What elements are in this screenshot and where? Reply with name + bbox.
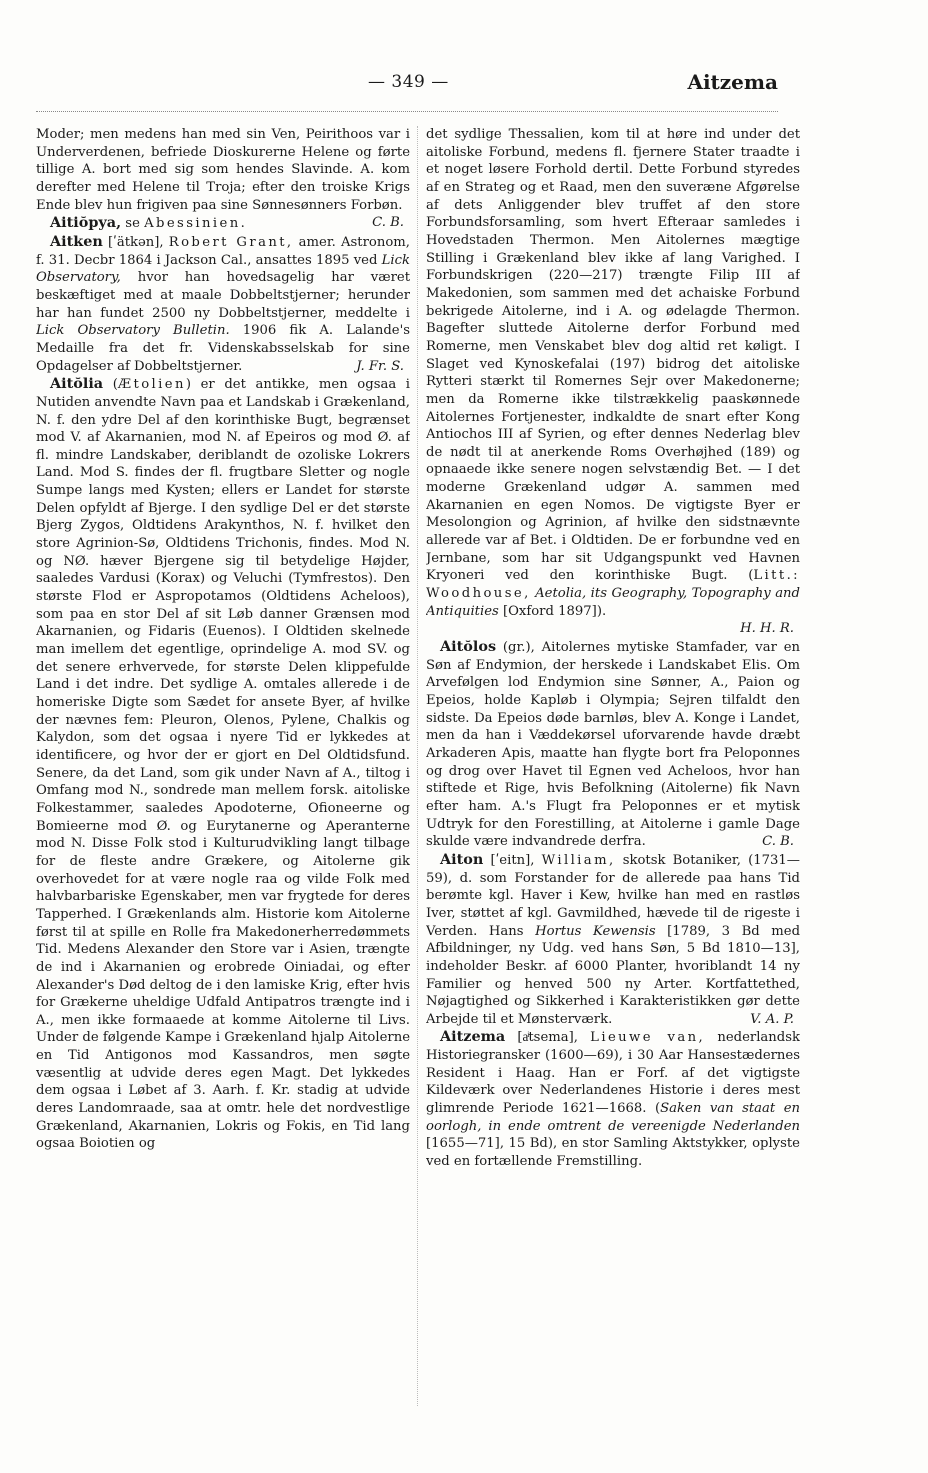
headword: Aitŏlos [440,638,497,656]
column-divider [417,126,418,1406]
entry-aitolia-continuation: det sydlige Thessalien, kom til at høre ind under det aitoliske Forbund, medens fl. fjernere Stater traadte i et noget løsere Forhold dertil. Dette Forbund styredes af en Strateg og et Raad, men den suveræne Afgørelse af dets Anliggender blev truffet af den store Forbundsforsamling, som hvert Efteraar samledes i Hovedstaden Thermon. Men Aitolernes mægtige Stilling i Grækenland blev ikke af lang Varighed. I Forbundskrigen (220—217) trængte Filip III af Makedonien, som sammen med det achaiske Forbund bekrigede Aitolerne, ind i A. og ødelagde Thermon. Bagefter sluttede Aitolerne derfor Forbund med Romerne, men Venskabet blev dog altid ret køligt. I Slaget ved Kynoskefalai (197) bidrog det aitoliske Rytteri stærkt til Romernes Sejr over Makedonerne; men da Romerne ikke tilstrækkelig paaskønnede Aitolernes Fortjenester, indkaldte de snart efter Kong Antiochos III af Syrien, og efter dennes Nederlag blev de nødt til at anerkende Roms Overhøjhed (189) og opnaaede ikke senere nogen selvstændig Bet. — I det moderne Grækenland udgør A. sammen med Akarnanien en egen Nomos. De vigtigste Byer er Mesolongion og Agrinion, af hvilke den sidstnævnte allerede var af Bet. i Oldtiden. De er forbundne ved en Jernbane, som har sit Udgangspunkt ved Havnen Kryoneri ved den korinthiske Bugt. (Litt.: Woodhouse, Aetolia, its Geography, Topography and Antiquities [Oxford 1897]). H. H. R. [426,127,800,637]
signature: J. Fr. S. [356,358,404,374]
headword: Aitzema [440,1028,506,1046]
headword: Aitiŏpya, [50,214,122,232]
entry-aitolos-prev-continuation: Moder; men medens han med sin Ven, Peirithoos var i Underverdenen, befriede Dioskurerne Helene og førte tillige A. bort med sig som hendes Slavinde. A. kom derefter med Helene til Troja; efter den troiske Krigs Ende blev hun frigiven paa sine Sønnesønners Forbøn. C. B. [36,127,410,231]
headword: Aitŏlia [50,375,104,393]
entry-aiton: Aiton [ʹeitn], William, skotsk Botaniker, (1731—59), d. som Forstander for de allerede paa hans Tid berømte kgl. Haver i Kew, hvilke han med en rastløs Iver, støttet af kgl. Gavmildhed, hævede til de rigeste i Verden. Hans Hortus Kewensis [1789, 3 Bd med Afbildninger, ny Udg. ved hans Søn, 5 Bd 1810—13], indeholder Beskr. af 6000 Planter, hvoriblandt 14 ny Familier og henved 500 ny Arter. Kortfattethed, Nøjagtighed og Sikkerhed i Karakteristikken gør dette Arbejde til et Mønsterværk. V. A. P. [426,850,800,1027]
headword: Aiton [440,850,484,868]
left-column [36,126,410,1376]
entry-aitken: Aitken [ʹätkən], Robert Grant, amer. Astronom, f. 31. Decbr 1864 i Jackson Cal., ansattes 1895 ved Lick Observatory, hvor han hovedsagelig har været beskæftiget med at maale Dobbeltstjerner; herunder har han fundet 2500 ny Dobbeltstjerner, meddelte i Lick Observatory Bulletin. 1906 fik A. Lalande's Medaille fra det fr. Videnskabsselskab for sine Opdagelser af Dobbeltstjerner. J. Fr. S. [36,232,410,374]
right-column [426,126,800,1376]
entry-aitiopya: Aitiŏpya, se Abessinien. [50,214,248,232]
headword: Aitken [50,232,103,250]
page-header [36,70,778,100]
signature: C. B. [372,215,404,231]
entry-aitzema: Aitzema [aͥtsema], Lieuwe van, nederlandsk Historiegransker (1600—69), i 30 Aar Hansestædernes Resident i Haag. Han er Forf. af det vigtigste Kildeværk over Nederlandenes Historie i deres mest glimrende Periode 1621—1668. (Saken van staat en oorlogh, in ende omtrent de vereenigde Nederlanden [1655—71], 15 Bd), en stor Samling Aktstykker, oplyste ved en fortællende Fremstilling. [426,1028,800,1170]
header-rule [36,111,778,112]
signature: H. H. R. [740,621,794,637]
entry-aitolos: Aitŏlos (gr.), Aitolernes mytiske Stamfader, var en Søn af Endymion, der herskede i Landskabet Elis. Om Arvefølgen lod Endymion sine Sønner, A., Paion og Epeios, holde Kapløb i Olympia; Sejren tilfaldt den sidste. Da Epeios døde barnløs, blev A. Konge i Landet, men da han i Væddekørsel uforvarende havde dræbt Arkaderen Apis, maatte han flygte bort fra Peloponnes og drog over Havet til Egnen ved Acheloos, hvor han stiftede et Rige, hvis Befolkning (Aitolerne) fik Navn efter ham. A.'s Flugt fra Peloponnes er et mytisk Udtryk for den Forestilling, at Aitolerne i gamle Dage skulde være indvandrede derfra. C. B. [426,638,800,850]
page-number: — 349 — [368,72,449,92]
signature: C. B. [762,834,794,850]
entry-aitolia: Aitŏlia (Ætolien) er det antikke, men ogsaa i Nutiden anvendte Navn paa et Landskab i Grækenland, N. f. den ydre Del af den korinthiske Bugt, begrænset mod V. af Akarnanien, mod N. af Epeiros og mod Ø. af fl. mindre Landskaber, deriblandt de ozoliske Lokrers Land. Mod S. findes der fl. frugtbare Sletter og nogle Sumpe langs med Kysten; ellers er Landet for største Delen opfyldt af Bjerge. I den sydlige Del er det største Bjerg Zygos, Oldtidens Arakynthos, N. f. hvilket den store Agrinion-Sø, Oldtidens Trichonis, findes. Mod N. og NØ. hæver Bjergene sig til betydelige Højder, saaledes Vardusi (Korax) og Veluchi (Tymfrestos). Den største Flod er Aspropotamos (Oldtidens Acheloos), som paa en stor Del af sit Løb danner Grænsen mod Akarnanien, og Fidaris (Euenos). I Oldtiden skelnede man imellem det egentlige, oprindelige A. mod SV. og det senere erhvervede, for største Delen klippefulde Land i det indre. Det sydlige A. omtales allerede i de homeriske Digte som Sædet for ansete Byer, af hvilke der nævnes fem: Pleuron, Olenos, Pylene, Chalkis og Kalydon, som det ogsaa i nyere Tid er lykkedes at identificere, og hvor der er gjort en Del Oldtidsfund. Senere, da det Land, som gik under Navn af A., tiltog i Omfang mod N., sondrede man mellem forsk. aitoliske Folkestammer, saaledes Apodoterne, Ofioneerne og Bomieerne mod Ø. og Eurytanerne og Aperanterne mod N. Disse Folk stod i Kulturudvikling langt tilbage for de fleste andre Grækere, og Aitolerne gik overhovedet for at være nogle raa og vilde Folk med halvbarbariske Egenskaber, men var frygtede for deres Tapperhed. I Grækenlands alm. Historie kom Aitolerne først til at spille en Rolle fra Makedonerherredømmets Tid. Medens Alexander den Store var i Asien, trængte de ind i Akarnanien og erobrede Oiniadai, og efter Alexander's Død deltog de i den lamiske Krig, efter hvis for Grækerne uheldige Udfald Antipatros trængte ind i A., men ikke formaaede at komme Aitolerne til Livs. Under de følgende Kampe i Grækenland hjalp Aitolerne en Tid Antigonos mod Kassandros, men søgte væsentlig at udvide deres egen Magt. Det lykkedes dem ogsaa i Løbet af 3. Aarh. f. Kr. stadig at udvide deres Landomraade, saa at omtr. hele det nordvestlige Grækenland, Akarnanien, Lokris og Fokis, en Tid lang ogsaa Boiotien og [36,375,410,1152]
signature: V. A. P. [750,1011,794,1027]
running-head: Aitzema [687,70,778,94]
